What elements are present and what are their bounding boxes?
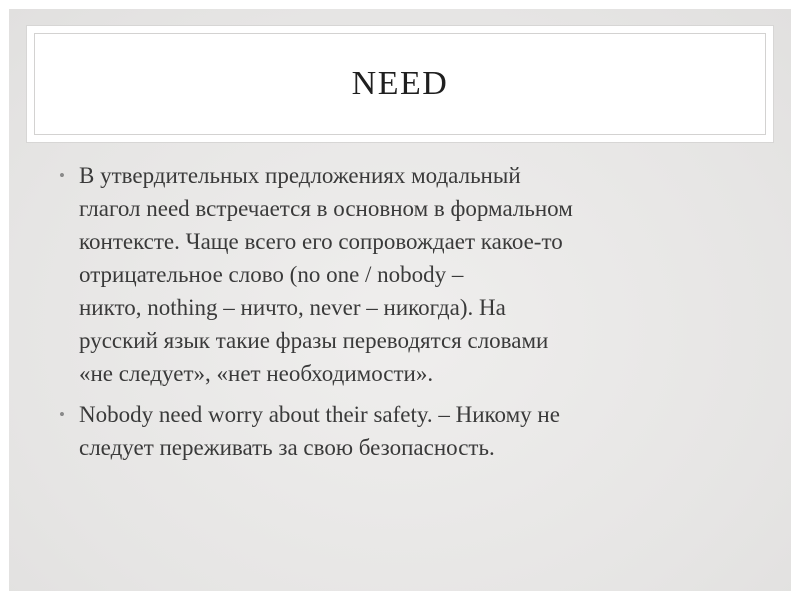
slide — [9, 9, 791, 591]
slide-title: NEED — [351, 65, 449, 102]
bullet-line: глагол need встречается в основном в формальном — [79, 196, 573, 221]
bullet-line: русский язык такие фразы переводятся словами — [79, 328, 549, 353]
bullet-1 — [57, 159, 757, 390]
slide-content — [57, 159, 757, 472]
bullet-line: Nobody need worry about their safety. – Никому не — [79, 402, 560, 427]
bullet-line: следует переживать за свою безопасность. — [79, 435, 495, 460]
bullet-icon: • — [59, 405, 65, 424]
bullet-line: «не следует», «нет необходимости». — [79, 361, 434, 386]
title-box — [26, 25, 774, 143]
bullet-line: никто, nothing – ничто, never – никогда). На — [79, 295, 506, 320]
bullet-line: В утвердительных предложениях модальный — [79, 163, 521, 188]
bullet-2 — [57, 398, 757, 464]
bullet-line: контексте. Чаще всего его сопровождает какое-то — [79, 229, 563, 254]
title-frame — [34, 33, 766, 135]
bullet-line: отрицательное слово (no one / nobody – — [79, 262, 464, 287]
bullet-icon: • — [59, 166, 65, 185]
